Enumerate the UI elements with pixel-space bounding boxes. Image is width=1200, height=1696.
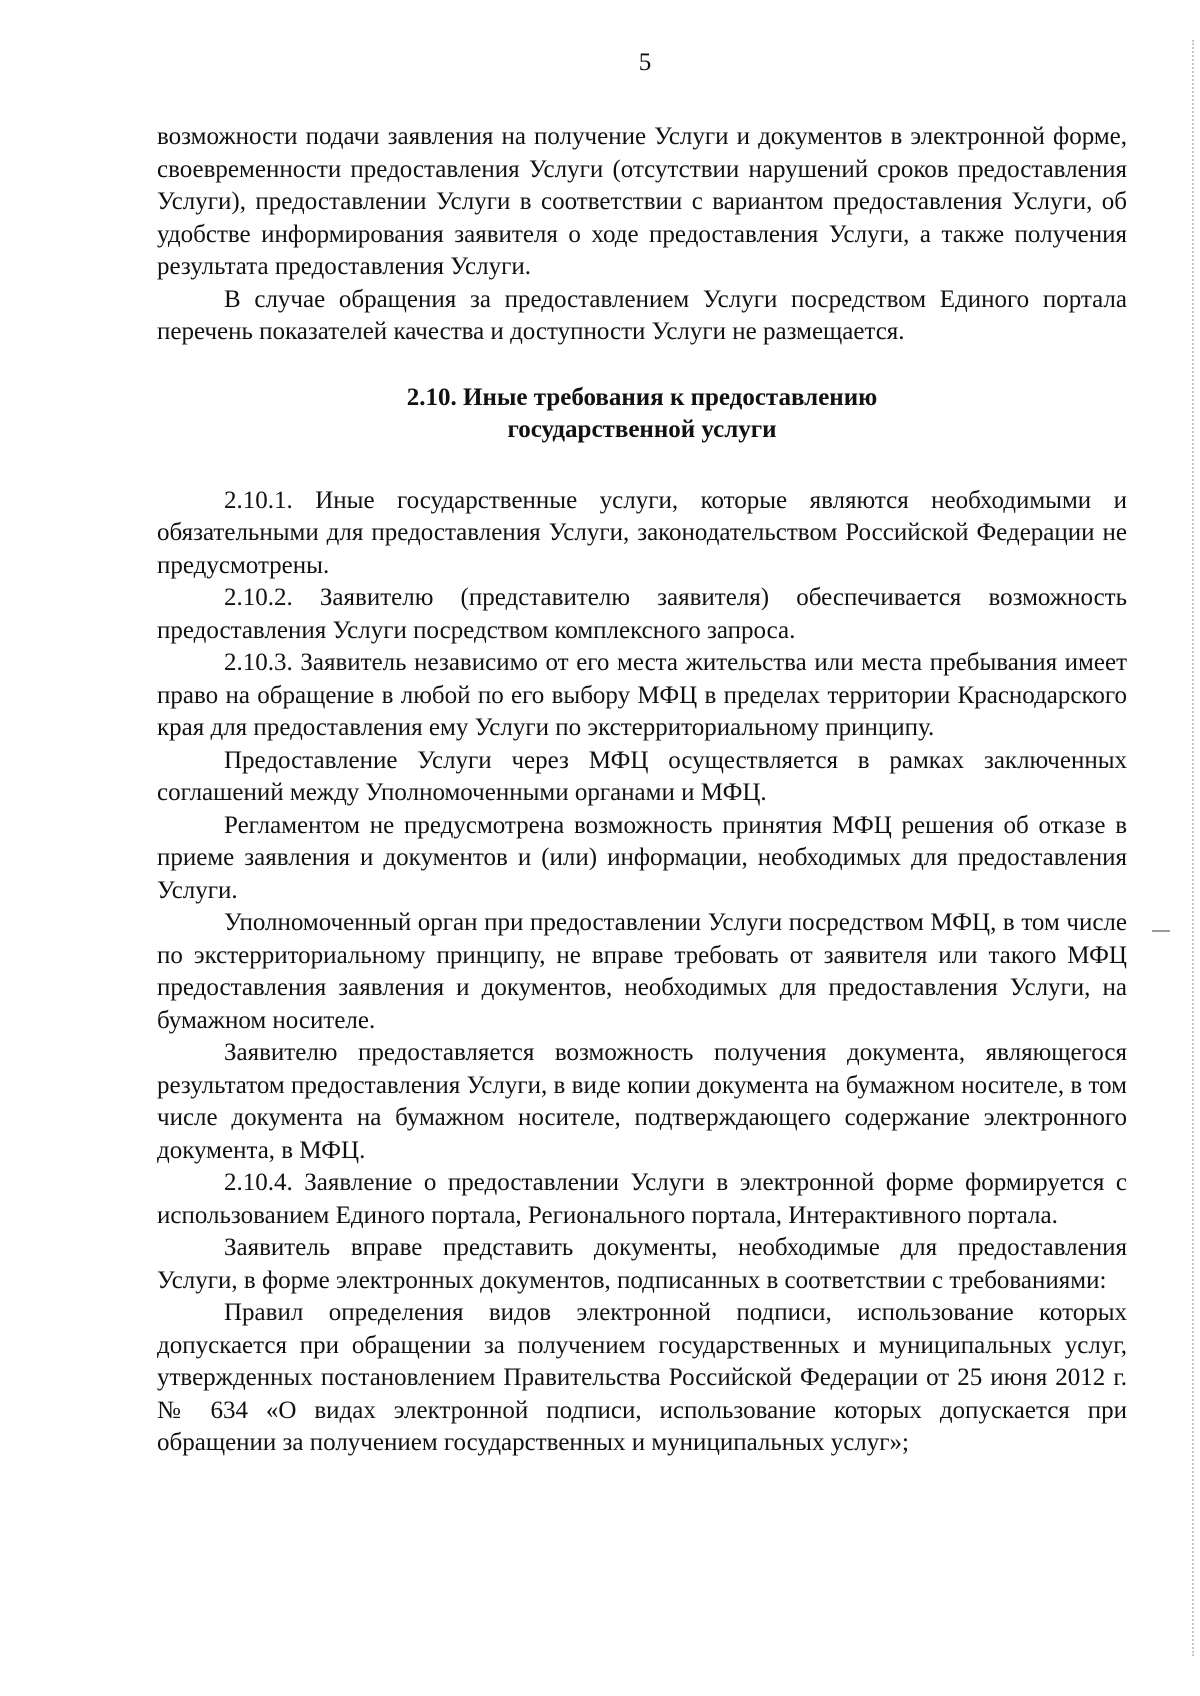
paragraph-2-10-3: 2.10.3. Заявитель независимо от его места жительства или места пребывания имеет право на обращение в любой по его выбору МФЦ в пределах территории Краснодарского края для предоставления ему Услуги по экстерриториальному принципу.: [157, 649, 1127, 741]
scan-edge-line: [1192, 40, 1194, 1656]
paragraph-portal-note: В случае обращения за предоставлением Услуги посредством Единого портала перечень показателей качества и доступности Услуги не размещается.: [157, 285, 1127, 345]
paragraph-2-10-2: 2.10.2. Заявителю (представителю заявителя) обеспечивается возможность предоставления Услуги посредством комплексного запроса.: [157, 584, 1127, 644]
document-body: [157, 121, 1127, 1460]
paragraph-signature-rules: Правил определения видов электронной подписи, использование которых допускается при обращении за получением государственных и муниципальных услуг, утвержденных постановлением Правительства Российской Федерации от 25 июня 2012 г. № 634 «О видах электронной подписи, использование которых допускается при обращении за получением государственных и муниципальных услуг»;: [157, 1299, 1127, 1456]
paragraph-mfc-refusal: Регламентом не предусмотрена возможность принятия МФЦ решения об отказе в приеме заявления и документов и (или) информации, необходимых для предоставления Услуги.: [157, 811, 1127, 904]
paragraph-mfc-agreements: Предоставление Услуги через МФЦ осуществляется в рамках заключенных соглашений между Уполномоченными органами и МФЦ.: [157, 746, 1127, 806]
paragraph-electronic-documents: Заявитель вправе представить документы, необходимые для предоставления Услуги, в форме электронных документов, подписанных в соответствии с требованиями:: [157, 1234, 1127, 1294]
paragraph-authorized-body: Уполномоченный орган при предоставлении Услуги посредством МФЦ, в том числе по экстерриториальному принципу, не вправе требовать от заявителя или такого МФЦ предоставления заявления и документов, необходимых для предоставления Услуги, на бумажном носителе.: [157, 909, 1127, 1034]
paragraph-2-10-1: 2.10.1. Иные государственные услуги, которые являются необходимыми и обязательными для предоставления Услуги, законодательством Российской Федерации не предусмотрены.: [157, 486, 1127, 579]
paragraph-paper-copy: Заявителю предоставляется возможность получения документа, являющегося результатом предоставления Услуги, в виде копии документа на бумажном носителе, в том числе документа на бумажном носителе, подтверждающего содержание электронного документа, в МФЦ.: [157, 1039, 1127, 1164]
page-number: 5: [638, 49, 652, 76]
paragraph-continued: возможности подачи заявления на получение Услуги и документов в электронной форме, своевременности предоставления Услуги (отсутствии нарушений сроков предоставления Услуги), предоставлении Услуги в соответствии с вариантом предоставления Услуги, об удобстве информирования заявителя о ходе предоставления Услуги, а также получения результата предоставления Услуги.: [157, 123, 1127, 280]
section-heading-line-1: 2.10. Иные требования к предоставлению: [406, 383, 878, 411]
section-heading-line-2: государственной услуги: [507, 416, 777, 443]
scan-artifact-mark: [1152, 930, 1170, 932]
paragraph-2-10-4: 2.10.4. Заявление о предоставлении Услуги в электронной форме формируется с использованием Единого портала, Регионального портала, Интерактивного портала.: [157, 1169, 1127, 1229]
section-heading: [157, 382, 1127, 447]
